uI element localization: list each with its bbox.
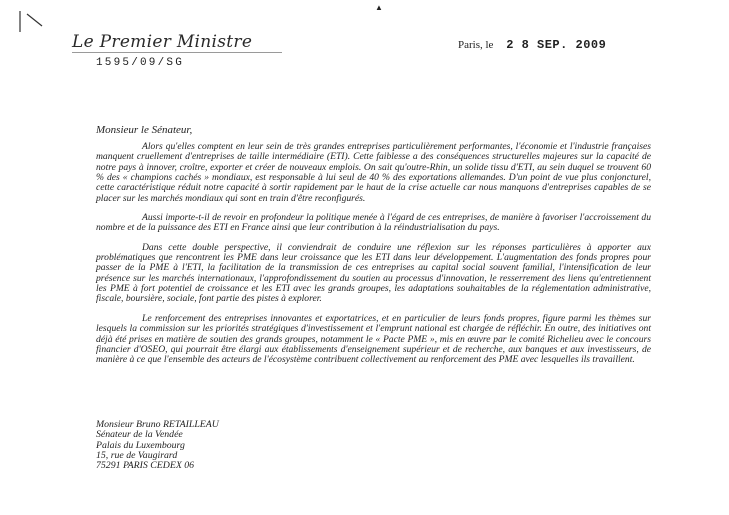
- recipient-name: Monsieur Bruno RETAILLEAU: [96, 419, 219, 430]
- place-label: Paris, le: [458, 39, 494, 51]
- paragraph: Le renforcement des entreprises innovantes et exportatrices, et en particulier de leurs fonds propres, figure parmi les thèmes sur lesquels la commission sur les priorités stratégiques d'investissement et l'emprunt national est chargée de réfléchir. En outre, des initiatives ont déjà été prises en matière de soutien des grands groupes, notamment le « Pacte PME », mis en œuvre par le comité Richelieu avec le concours financier d'OSEO, qui pourrait être élargi aux établissements d'enseignement supérieur et de recherche, aux banques et aux investisseurs, de manière à ce que l'ensemble des acteurs de l'écosystème contribuent collectivement au renforcement des PME avec lesquelles ils travaillent.: [96, 312, 651, 366]
- salutation: Monsieur le Sénateur,: [96, 124, 193, 136]
- letter-body: [96, 142, 651, 375]
- recipient-title: Sénateur de la Vendée: [96, 429, 183, 441]
- letterhead-rule: [72, 52, 282, 53]
- paragraph: Alors qu'elles comptent en leur sein de très grandes entreprises particulièrement performantes, l'économie et l'industrie françaises manquent cruellement d'entreprises de taille intermédiaire (ETI). Cette faiblesse a des conséquences structurelles majeures sur la capacité de notre pays à innover, croître, exporter et créer de nouveaux emplois. On sait qu'outre-Rhin, un solide tissu d'ETI, au sein duquel se trouvent 60 % des « champions cachés » mondiaux, est responsable à lui seul de 40 % des exportations allemandes. D'un point de vue plus conjoncturel, cette caractéristique réduit notre capacité à sortir rapidement par le haut de la crise actuelle car nous manquons d'entreprises capables de se placer sur les marchés mondiaux qui sont en train d'être reconfigurés.: [96, 141, 651, 204]
- date-line: [458, 38, 606, 52]
- recipient-city: 75291 PARIS CEDEX 06: [96, 460, 195, 472]
- scan-corner-mark: [18, 10, 48, 34]
- letterhead-title: Le Premier Ministre: [72, 32, 253, 52]
- scan-speck: ▲: [375, 3, 383, 12]
- date-stamp: 2 8 SEP. 2009: [506, 38, 607, 52]
- paragraph: Aussi importe-t-il de revoir en profondeur la politique menée à l'égard de ces entreprises, de manière à favoriser l'accroissement du nombre et de la puissance des ETI en France ainsi que leur contribution à la réindustrialisation du pays.: [96, 212, 651, 234]
- recipient-building: Palais du Luxembourg: [96, 439, 185, 451]
- recipient-address: [96, 420, 219, 471]
- reference-number: 1595/09/SG: [96, 57, 185, 69]
- recipient-street: 15, rue de Vaugirard: [96, 449, 178, 461]
- paragraph: Dans cette double perspective, il conviendrait de conduire une réflexion sur les réponses particulières à apporter aux problématiques que rencontrent les PME dans leur croissance que les ETI dans leur développement. L'augmentation des fonds propres pour passer de la PME à l'ETI, la facilitation de la transmission de ces entreprises au capital social souvent familial, l'intensification de leur présence sur les marchés internationaux, l'approfondissement du soutien au processus d'innovation, le resserrement des liens qu'entretiennent les PME à fort potentiel de croissance et les ETI avec les grands groupes, les adaptations souhaitables de la réglementation administrative, fiscale, boursière, sociale, font partie des pistes à explorer.: [96, 241, 651, 305]
